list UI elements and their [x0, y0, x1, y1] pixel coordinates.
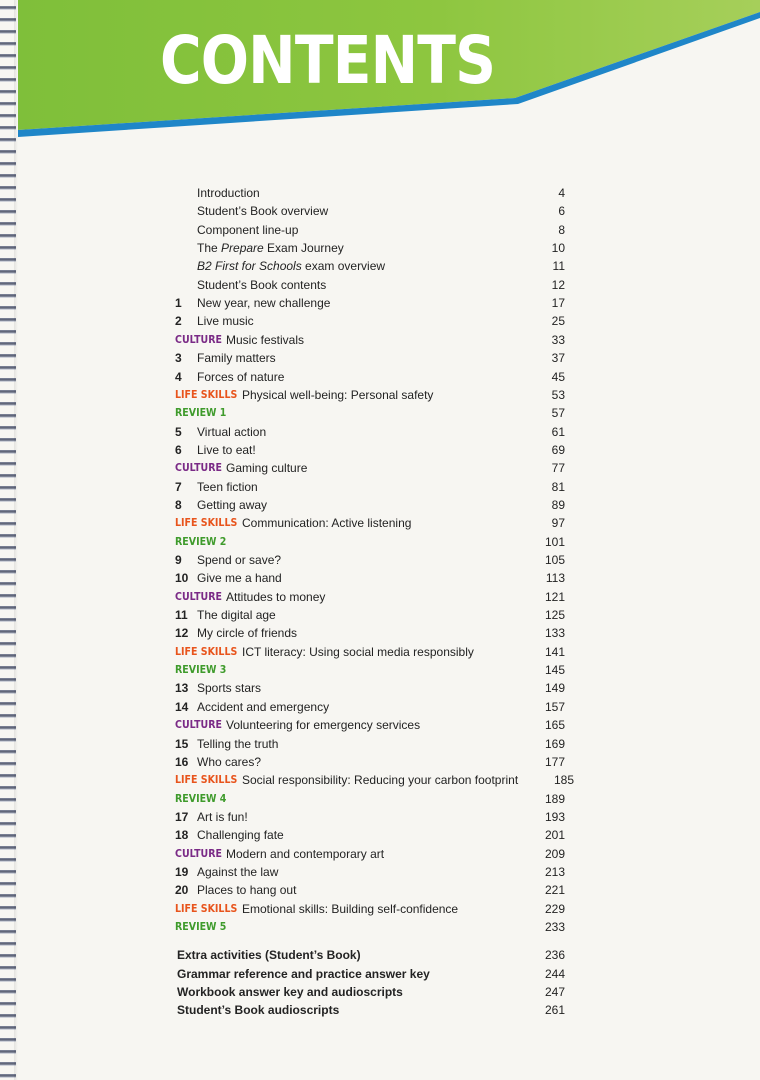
toc-section-row	[175, 900, 565, 918]
toc-section-tag: LIFE SKILLS	[175, 901, 238, 915]
toc-unit-row	[175, 294, 565, 312]
toc-entry-title: Volunteering for emergency services	[226, 718, 421, 733]
toc-unit-row	[175, 881, 565, 899]
toc-page-number: 165	[544, 718, 565, 733]
toc-page-number: 236	[544, 948, 565, 963]
toc-unit-row	[175, 496, 565, 514]
toc-unit-number: 4	[175, 369, 182, 384]
toc-section-tag: LIFE SKILLS	[175, 516, 238, 530]
toc-section-tag: LIFE SKILLS	[175, 773, 238, 787]
toc-unit-row	[175, 624, 565, 642]
toc-page-number: 97	[551, 516, 565, 531]
toc-intro-row	[175, 221, 565, 239]
toc-unit-number: 20	[175, 883, 189, 898]
toc-section-tag: CULTURE	[175, 589, 222, 603]
toc-page-number: 113	[545, 571, 565, 586]
toc-page-number: 141	[544, 644, 565, 659]
toc-entry-title: Student’s Book overview	[197, 204, 329, 219]
toc-entry-title: Gaming culture	[226, 461, 308, 476]
toc-unit-number: 3	[175, 351, 182, 366]
toc-entry-title: Student’s Book audioscripts	[177, 1003, 340, 1018]
toc-page-number: 177	[544, 754, 565, 769]
toc-entry-title: New year, new challenge	[197, 296, 331, 311]
toc-section-row	[175, 514, 565, 532]
toc-page-number: 209	[544, 846, 565, 861]
toc-page-number: 12	[551, 277, 565, 292]
toc-entry-title: Introduction	[197, 186, 260, 200]
toc-unit-number: 5	[175, 424, 182, 439]
toc-end-row	[175, 946, 565, 964]
toc-unit-row	[175, 569, 565, 587]
toc-section-tag: REVIEW 5	[175, 920, 227, 933]
toc-unit-row	[175, 826, 565, 844]
toc-entry-title: Physical well-being: Personal safety	[242, 387, 434, 402]
toc-page-number: 37	[551, 351, 565, 366]
toc-page-number: 247	[544, 985, 565, 1000]
toc-page-number: 57	[551, 406, 565, 421]
toc-page-number: 89	[551, 497, 565, 512]
toc-page-number: 157	[544, 699, 565, 714]
spiral-shadow	[14, 0, 18, 1080]
toc-unit-number: 9	[175, 553, 182, 567]
toc-page-number: 149	[544, 681, 565, 696]
toc-unit-row	[175, 478, 565, 496]
toc-unit-number: 19	[175, 864, 189, 879]
toc-unit-row	[175, 551, 565, 569]
toc-unit-row	[175, 606, 565, 624]
toc-title-emphasis: Prepare	[221, 241, 264, 256]
toc-entry-title: Sports stars	[197, 681, 262, 696]
toc-entry-title: Music festivals	[226, 332, 305, 347]
toc-entry-title: The digital age	[197, 608, 276, 623]
toc-unit-number: 6	[175, 442, 182, 457]
toc-section-row	[175, 661, 565, 679]
toc-entry-title: Challenging fate	[197, 828, 284, 843]
toc-entry-title: Spend or save?	[197, 553, 282, 567]
toc-end-row	[175, 1001, 565, 1019]
toc-page-number: 4	[558, 186, 565, 200]
toc-intro-row	[175, 239, 565, 257]
toc-unit-number: 7	[175, 479, 182, 494]
toc-entry-title: Component line-up	[197, 222, 299, 237]
toc-unit-row	[175, 349, 565, 367]
toc-unit-row	[175, 808, 565, 826]
toc-entry-title: Extra activities (Student’s Book)	[177, 948, 361, 963]
toc-page-number: 33	[551, 332, 565, 347]
toc-entry-title: Accident and emergency	[197, 699, 330, 714]
toc-section-row	[175, 643, 565, 661]
toc-page-number: 193	[544, 809, 565, 824]
toc-entry-title: Places to hang out	[197, 883, 297, 898]
toc-entry-title: Give me a hand	[197, 571, 282, 586]
toc-intro-row	[175, 202, 565, 220]
toc-page-number: 17	[551, 296, 565, 311]
toc-page-number: 69	[551, 442, 565, 457]
toc-entry-title: Live to eat!	[197, 442, 256, 457]
toc-unit-row	[175, 312, 565, 330]
toc-title-emphasis: B2 First for Schools	[197, 259, 302, 274]
toc-entry-title: Who cares?	[197, 754, 262, 769]
toc-section-tag: CULTURE	[175, 332, 222, 346]
toc-section-row	[175, 918, 565, 936]
toc-unit-number: 10	[175, 571, 189, 586]
toc-entry-title: Communication: Active listening	[242, 516, 412, 531]
toc-entry-title: My circle of friends	[197, 626, 298, 641]
toc-section-tag: REVIEW 4	[175, 791, 227, 805]
toc-page-number: 201	[544, 828, 565, 843]
toc-section-tag: LIFE SKILLS	[175, 644, 238, 658]
toc-page-number: 229	[544, 901, 565, 916]
page-title: CONTENTS	[160, 22, 496, 99]
toc-end-row	[175, 965, 565, 983]
toc-entry-title: Forces of nature	[197, 369, 285, 384]
toc-page-number: 244	[544, 966, 565, 981]
toc-section-row	[175, 771, 574, 789]
toc-section-tag: REVIEW 2	[175, 534, 227, 548]
toc-unit-number: 15	[175, 736, 189, 751]
toc-entry-title: Against the law	[197, 864, 279, 879]
toc-unit-row	[175, 863, 565, 881]
toc-unit-number: 12	[175, 626, 189, 641]
toc-entry-title: Workbook answer key and audioscripts	[177, 985, 403, 1000]
toc-page-number: 6	[558, 204, 565, 219]
toc-section-row	[175, 716, 565, 734]
toc-page-number: 233	[544, 920, 565, 934]
toc-unit-row	[175, 698, 565, 716]
toc-page-number: 125	[544, 608, 565, 623]
toc-page-number: 101	[544, 534, 565, 549]
toc-page-number: 221	[544, 883, 565, 898]
toc-page-number: 261	[544, 1003, 565, 1018]
toc-intro-row	[175, 184, 565, 202]
toc-entry-title: Family matters	[197, 351, 276, 366]
toc-unit-row	[175, 441, 565, 459]
toc-page-number: 61	[551, 424, 565, 439]
toc-section-row	[175, 790, 565, 808]
toc-unit-row	[175, 679, 565, 697]
toc-section-tag: CULTURE	[175, 718, 222, 732]
toc-unit-number: 2	[175, 314, 182, 329]
toc-section-row	[175, 459, 565, 477]
toc-unit-row	[175, 753, 565, 771]
toc-unit-number: 11	[175, 608, 188, 623]
toc-page-number: 189	[544, 791, 565, 806]
toc-unit-number: 18	[175, 828, 189, 843]
toc-entry-title: Live music	[197, 314, 254, 329]
toc-entry-title	[197, 257, 385, 275]
toc-unit-row	[175, 735, 565, 753]
toc-entry-title: Attitudes to money	[226, 589, 326, 604]
toc-section-tag: CULTURE	[175, 461, 222, 475]
toc-entry-title: Grammar reference and practice answer key	[177, 966, 430, 981]
toc-unit-number: 8	[175, 497, 182, 512]
toc-entry-title: Telling the truth	[197, 736, 279, 751]
toc-page-number: 8	[558, 222, 565, 237]
toc-page-number: 10	[551, 241, 565, 256]
toc-entry-title: Modern and contemporary art	[226, 846, 385, 861]
toc-page-number: 81	[551, 479, 565, 494]
toc-page-number: 45	[551, 369, 565, 384]
toc-entry-title: Social responsibility: Reducing your carbon footprint	[242, 773, 519, 788]
toc-unit-number: 14	[175, 699, 189, 714]
toc-section-row	[175, 386, 565, 404]
toc-section-row	[175, 588, 565, 606]
toc-unit-number: 17	[175, 809, 189, 824]
toc-page-number: 185	[553, 773, 574, 788]
toc-entry-title: Student’s Book contents	[197, 277, 327, 292]
toc-unit-row	[175, 423, 565, 441]
toc-section-row	[175, 845, 565, 863]
toc-unit-number: 13	[175, 681, 189, 696]
toc-title-part: The	[197, 241, 222, 256]
toc-page-number: 169	[544, 736, 565, 751]
toc-title-part: exam overview	[301, 259, 386, 274]
toc-section-tag: CULTURE	[175, 846, 222, 860]
toc-section-row	[175, 533, 565, 551]
toc-entry-title: Getting away	[197, 497, 268, 512]
toc-entry-title: ICT literacy: Using social media responsibly	[242, 644, 474, 659]
toc-page-number: 25	[551, 314, 565, 329]
toc-entry-title: Virtual action	[197, 424, 267, 439]
toc-entry-title: Emotional skills: Building self-confidence	[242, 901, 459, 916]
toc-section-tag: REVIEW 3	[175, 663, 227, 677]
toc-entry-title: Art is fun!	[197, 809, 248, 824]
toc-page-number: 53	[551, 387, 565, 402]
toc-page-number: 133	[544, 626, 565, 641]
toc-page-number: 105	[544, 553, 565, 567]
toc-unit-number: 16	[175, 754, 189, 769]
toc-intro-row	[175, 257, 565, 275]
toc-page-number: 11	[552, 259, 565, 274]
toc-section-tag: LIFE SKILLS	[175, 387, 238, 401]
toc-page-number: 121	[544, 589, 565, 604]
toc-page-number: 213	[544, 864, 565, 879]
toc-intro-row	[175, 276, 565, 294]
toc-page-number: 145	[544, 663, 565, 678]
toc-page-number: 77	[551, 461, 565, 476]
toc-unit-row	[175, 368, 565, 386]
toc-section-row	[175, 404, 565, 422]
toc-section-tag: REVIEW 1	[175, 406, 227, 420]
toc-section-row	[175, 331, 565, 349]
toc-unit-number: 1	[175, 296, 182, 311]
toc-title-part: Exam Journey	[263, 241, 344, 256]
toc-end-row	[175, 983, 565, 1001]
toc-entry-title	[197, 239, 344, 257]
toc-entry-title: Teen fiction	[197, 479, 258, 494]
